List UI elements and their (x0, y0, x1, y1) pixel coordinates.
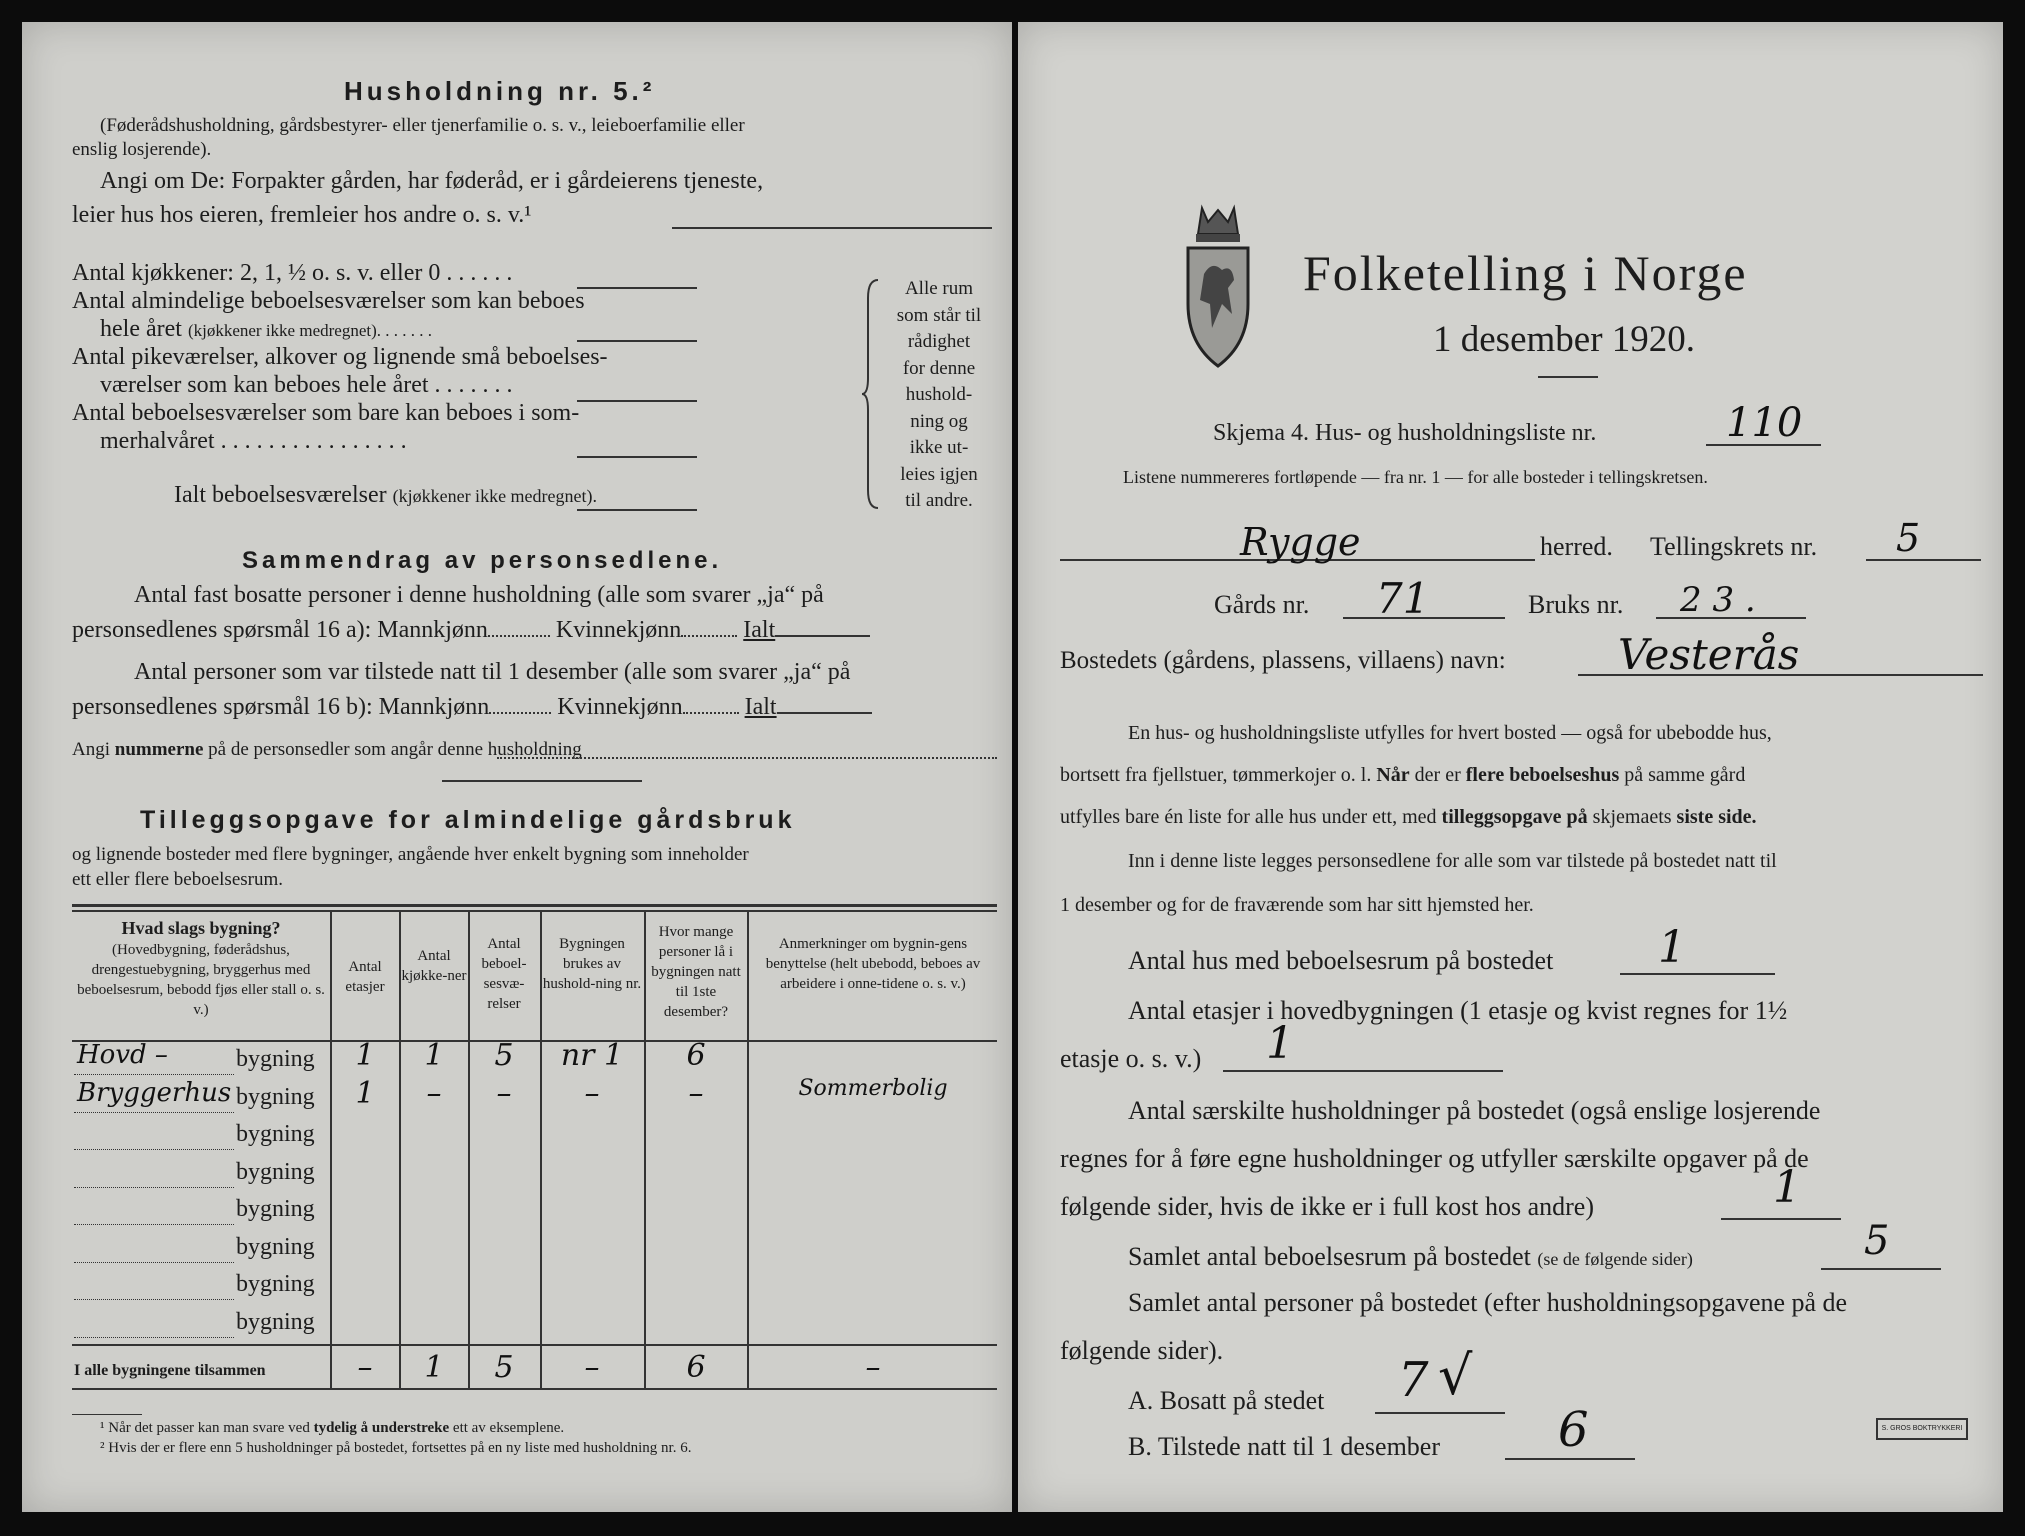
row-cell-hush: nr 1 (560, 1038, 624, 1073)
row-cell-anm: Sommerbolig (798, 1075, 948, 1101)
husholdning-title: Husholdning nr. 5.² (344, 76, 656, 106)
tellingskrets-value: 5 (1896, 516, 1921, 560)
pike-label-2: værelser som kan beboes hele året . . . . . . . (100, 372, 513, 398)
kjokkener-label: Antal kjøkkener: 2, 1, ½ o. s. v. eller 0 . . . . . . (72, 260, 513, 286)
instructions-1-line-2: bortsett fra fjellstuer, tømmerkojer o. l. Når der er flere beboelseshus på samme gård (1060, 764, 1746, 786)
total-etasjer: – (357, 1350, 373, 1385)
fast-line-2: personsedlenes spørsmål 16 a): Mannkjønn Kvinnekjønn Ialt (72, 617, 870, 644)
row-bygning-label: bygning (236, 1046, 315, 1072)
row-bygning-label: bygning (236, 1083, 315, 1110)
almindelige-answer-line (577, 340, 697, 342)
bosatt-check-mark: √ (1438, 1344, 1473, 1407)
col-header-kjokkener: Antal kjøkke-ner (401, 948, 467, 984)
footnote-rule (72, 1414, 142, 1415)
samlet-personer-label-2: følgende sider). (1060, 1336, 1224, 1365)
row-cell-hush: – (584, 1075, 600, 1111)
bosted-value: Vesterås (1618, 630, 1800, 679)
angi-line-1: Angi om De: Forpakter gården, har føderåd, er i gårdeierens tjeneste, (100, 168, 764, 194)
sommer-label-2: merhalvåret . . . . . . . . . . . . . . . . (100, 428, 407, 454)
hus-value: 1 (1658, 922, 1686, 973)
husholdning-note-1: (Føderådshusholdning, gårdsbestyrer- eller tjenerfamilie o. s. v., leieboerfamilie eller (100, 115, 745, 136)
total-personer: 6 (686, 1350, 706, 1385)
row-building-type: Hovd – (77, 1040, 168, 1070)
row-cell-etasjer: 1 (355, 1038, 375, 1073)
almindelige-label-2: hele året (kjøkkener ikke medregnet). . . . . . . (100, 316, 432, 342)
tellingskrets-label: Tellingskrets nr. (1650, 532, 1818, 561)
footnote-1: ¹ Når det passer kan man svare ved tydelig å understreke ett av eksemplene. (100, 1420, 565, 1436)
row-dotted-line (74, 1112, 234, 1113)
total-kjokkener: 1 (424, 1350, 444, 1385)
row-cell-vaerelser: 5 (494, 1038, 514, 1073)
bruks-value: 2 3 . (1680, 580, 1756, 620)
saerskilte-label-2: regnes for å føre egne husholdninger og utfyller særskilte opgaver på de (1060, 1144, 1809, 1173)
listene-note: Listene nummereres fortløpende — fra nr. 1 — for alle bosteder i tellingskretsen. (1123, 467, 1708, 487)
bruks-label: Bruks nr. (1528, 590, 1624, 619)
tilleggsopgave-title: Tilleggsopgave for almindelige gårdsbruk (140, 806, 796, 834)
samlet-personer-label-1: Samlet antal personer på bostedet (efter husholdningsopgavene på de (1128, 1288, 1848, 1317)
census-title: Folketelling i Norge (1303, 245, 1748, 301)
ialt-label: Ialt beboelsesværelser (kjøkkener ikke medregnet). (174, 482, 598, 508)
tillegg-line-2: ett eller flere beboelsesrum. (72, 869, 284, 890)
bosatt-value: 7 (1398, 1352, 1429, 1408)
col-header-personer: Hvor mange personer lå i bygningen natt til 1ste desember? (651, 924, 741, 1020)
instructions-1-line-3: utfylles bare én liste for alle hus under ett, med tilleggsopgave på skjemaets siste side. (1060, 806, 1757, 828)
row-building-type: Bryggerhus (77, 1077, 232, 1108)
sammendrag-title: Sammendrag av personsedlene. (242, 547, 723, 574)
col-header-vaerelser: Antal beboel-sesvæ-relser (481, 936, 527, 1012)
total-husholdning: – (584, 1350, 600, 1385)
kjokkener-answer-line (577, 287, 697, 289)
herred-label: herred. (1540, 532, 1613, 561)
fast-line-1: Antal fast bosatte personer i denne husholdning (alle som svarer „ja“ på (134, 582, 824, 608)
pike-answer-line (577, 400, 697, 402)
etasjer-label-2: etasje o. s. v.) (1060, 1044, 1202, 1073)
row-bygning-label: bygning (236, 1158, 315, 1185)
saerskilte-label-1: Antal særskilte husholdninger på bostedet (også enslige losjerende (1128, 1096, 1821, 1125)
row-dotted-line (74, 1299, 234, 1300)
tilstede-line-2: personsedlenes spørsmål 16 b): Mannkjønn Kvinnekjønn Ialt (72, 694, 872, 721)
saerskilte-value: 1 (1773, 1162, 1801, 1213)
row-bygning-label: bygning (236, 1271, 315, 1297)
tilstede-line-1: Antal personer som var tilstede natt til 1 desember (alle som svarer „ja“ på (134, 659, 851, 685)
row-dotted-line (74, 1262, 234, 1263)
tilstede-value: 6 (1558, 1402, 1589, 1458)
tillegg-line-1: og lignende bosteder med flere bygninger, angående hver enkelt bygning som inneholder (72, 844, 749, 865)
brace-note: Alle rum som står til rådighet for denne hushold- ning og ikke ut- leies igjen til andre. (896, 278, 982, 511)
gards-label: Gårds nr. (1214, 590, 1310, 619)
printer-mark: S. GROS BOKTRYKKERI (1876, 1418, 1968, 1440)
angi-nummerne: Angi nummerne på de personsedler som angår denne husholdning (72, 739, 582, 760)
tilstede-label: B. Tilstede natt til 1 desember (1128, 1432, 1440, 1461)
instructions-2-line-1: Inn i denne liste legges personsedlene for alle som var tilstede på bostedet natt til (1128, 850, 1777, 872)
etasjer-value: 1 (1266, 1018, 1294, 1069)
col-header-husholdning: Bygningen brukes av hushold-ning nr. (542, 936, 642, 992)
row-dotted-line (74, 1074, 234, 1075)
angi-line-2: leier hus hos eieren, fremleier hos andre o. s. v.¹ (72, 202, 532, 228)
row-bygning-label: bygning (236, 1196, 315, 1222)
total-label: I alle bygningene tilsammen (74, 1362, 266, 1379)
instructions-2-line-2: 1 desember og for de fraværende som har sitt hjemsted her. (1060, 894, 1534, 916)
skjema-label: Skjema 4. Hus- og husholdningsliste nr. (1213, 420, 1597, 446)
samlet-rum-value: 5 (1864, 1218, 1890, 1264)
col-header-type: Hvad slags bygning? (Hovedbygning, føderådshus, drengestuebygning, bryggerhus med beboelsesrum, bebodd fjøs eller stall o. s. v.) (77, 918, 325, 1018)
separator (442, 780, 642, 782)
hus-line (1620, 973, 1775, 975)
row-cell-vaerelser: – (496, 1075, 512, 1111)
col-header-anmerkninger: Anmerkninger om bygnin-gens benyttelse (helt ubebodd, beboes av arbeidere i onne-tidene o. s. v.) (765, 936, 981, 992)
tellingskrets-line (1866, 559, 1981, 561)
sommer-label-1: Antal beboelsesværelser som bare kan beboes i som- (72, 400, 580, 426)
samlet-rum-label: Samlet antal beboelsesrum på bostedet (se de følgende sider) (1128, 1242, 1693, 1271)
angi-answer-line (672, 227, 992, 229)
bosted-label: Bostedets (gårdens, plassens, villaens) navn: (1060, 647, 1506, 674)
coat-of-arms-icon (1182, 204, 1254, 372)
saerskilte-label-3: følgende sider, hvis de ikke er i full kost hos andre) (1060, 1192, 1594, 1221)
row-dotted-line (74, 1187, 234, 1188)
almindelige-label-1: Antal almindelige beboelsesværelser som kan beboes (72, 288, 585, 314)
total-anmerkninger: – (865, 1350, 881, 1385)
col-header-etasjer: Antal etasjer (345, 959, 385, 995)
samlet-rum-line (1821, 1268, 1941, 1270)
title-separator (1538, 376, 1598, 378)
gards-value: 71 (1376, 574, 1430, 623)
row-cell-personer: – (688, 1075, 704, 1111)
etasjer-label-1: Antal etasjer i hovedbygningen (1 etasje og kvist regnes for 1½ (1128, 996, 1788, 1025)
tilstede-line (1505, 1458, 1635, 1460)
left-page (22, 22, 1012, 1512)
row-dotted-line (74, 1149, 234, 1150)
liste-nr-value: 110 (1726, 400, 1803, 446)
husholdning-note-2: enslig losjerende). (72, 139, 212, 160)
row-cell-kjokken: – (426, 1075, 442, 1111)
brace-icon (860, 278, 884, 510)
bosatt-line (1375, 1412, 1505, 1414)
census-date: 1 desember 1920. (1433, 319, 1696, 360)
row-bygning-label: bygning (236, 1233, 315, 1260)
total-vaerelser: 5 (494, 1350, 514, 1385)
instructions-1-line-1: En hus- og husholdningsliste utfylles for hvert bosted — også for ubebodde hus, (1128, 722, 1772, 744)
footnote-2: ² Hvis der er flere enn 5 husholdninger på bostedet, fortsettes på en ny liste med husholdning nr. 6. (100, 1440, 692, 1456)
sommer-answer-line (577, 456, 697, 458)
row-cell-personer: 6 (686, 1038, 706, 1073)
angi-nummerne-line (497, 757, 997, 759)
pike-label-1: Antal pikeværelser, alkover og lignende små beboelses- (72, 344, 608, 370)
bosatt-label: A. Bosatt på stedet (1128, 1386, 1325, 1415)
saerskilte-line (1721, 1218, 1841, 1220)
ialt-answer-line (577, 509, 697, 511)
row-dotted-line (74, 1337, 234, 1338)
herred-value: Rygge (1240, 520, 1361, 564)
hus-label: Antal hus med beboelsesrum på bostedet (1128, 946, 1554, 975)
row-dotted-line (74, 1224, 234, 1225)
right-page (1018, 22, 2003, 1512)
etasjer-line (1223, 1070, 1503, 1072)
row-bygning-label: bygning (236, 1121, 315, 1147)
row-cell-kjokken: 1 (424, 1038, 444, 1073)
row-cell-etasjer: 1 (355, 1075, 375, 1111)
row-bygning-label: bygning (236, 1308, 315, 1335)
